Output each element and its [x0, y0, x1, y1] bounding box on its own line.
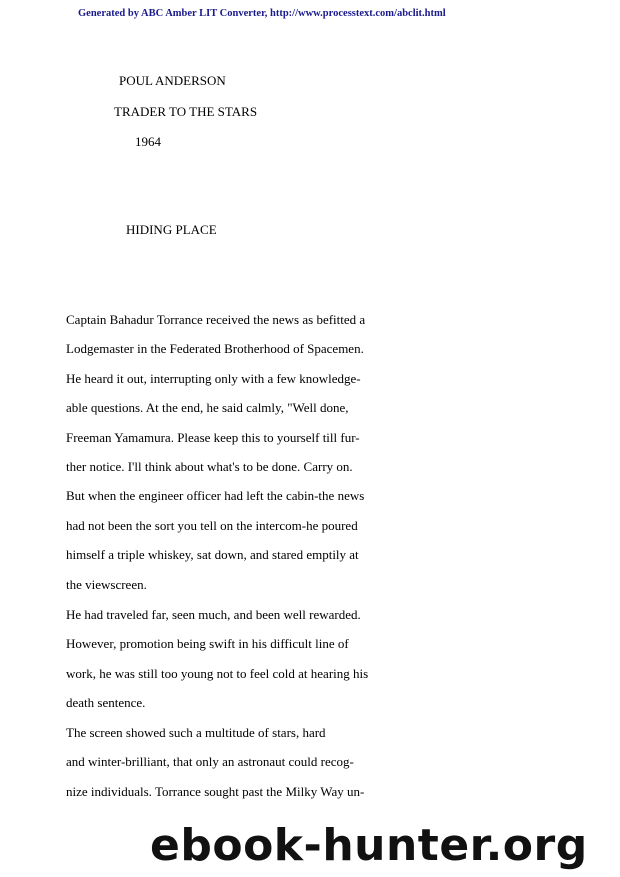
body-line: death sentence.: [66, 695, 146, 710]
converter-header[interactable]: Generated by ABC Amber LIT Converter, http://www.processtext.com/abclit.html: [78, 8, 446, 19]
publication-year: 1964: [135, 134, 161, 149]
body-line: had not been the sort you tell on the intercom-he poured: [66, 518, 358, 533]
author-name: POUL ANDERSON: [119, 73, 226, 88]
body-line: He had traveled far, seen much, and been well rewarded.: [66, 607, 361, 622]
body-line: The screen showed such a multitude of stars, hard: [66, 725, 326, 740]
body-line: Freeman Yamamura. Please keep this to yourself till fur-: [66, 430, 360, 445]
body-line: Lodgemaster in the Federated Brotherhood of Spacemen.: [66, 341, 364, 356]
body-line: nize individuals. Torrance sought past the Milky Way un-: [66, 784, 365, 799]
body-line: ther notice. I'll think about what's to be done. Carry on.: [66, 459, 353, 474]
body-line: able questions. At the end, he said calmly, "Well done,: [66, 400, 349, 415]
body-line: However, promotion being swift in his difficult line of: [66, 636, 349, 651]
body-line: Captain Bahadur Torrance received the news as befitted a: [66, 312, 366, 327]
body-line: He heard it out, interrupting only with a few knowledge-: [66, 371, 361, 386]
body-line: But when the engineer officer had left the cabin-the news: [66, 488, 365, 503]
body-line: the viewscreen.: [66, 577, 147, 592]
body-line: himself a triple whiskey, sat down, and stared emptily at: [66, 547, 359, 562]
book-title: TRADER TO THE STARS: [114, 104, 258, 119]
chapter-title: HIDING PLACE: [126, 222, 217, 237]
body-line: and winter-brilliant, that only an astronaut could recog-: [66, 754, 354, 769]
watermark: ebook-hunter.org: [150, 820, 588, 871]
body-line: work, he was still too young not to feel cold at hearing his: [66, 666, 369, 681]
